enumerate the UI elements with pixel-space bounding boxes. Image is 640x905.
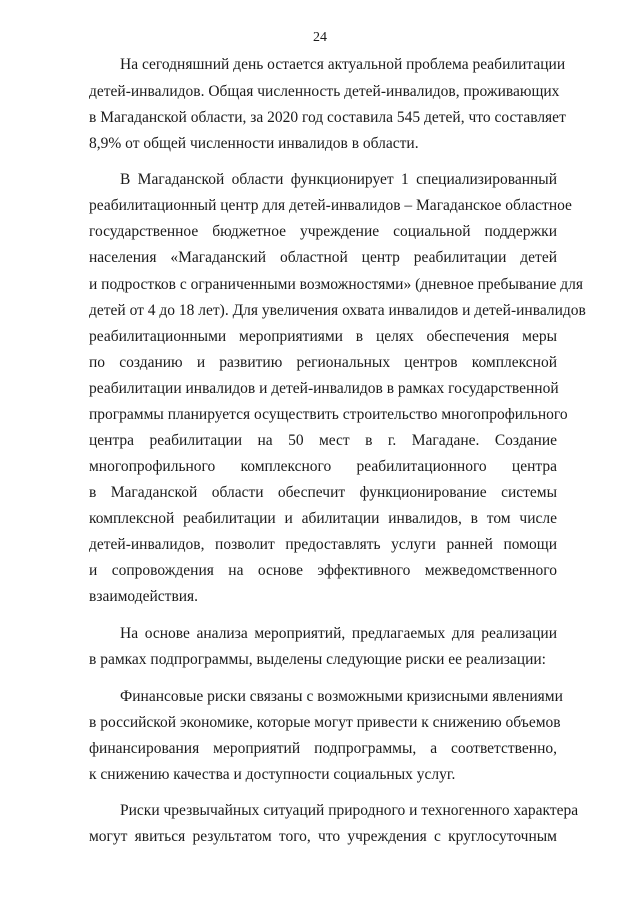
text-line: взаимодействия. xyxy=(89,588,199,605)
text-line: по созданию и развитию региональных центров комплексной xyxy=(89,354,557,371)
text-line: финансирования мероприятий подпрограммы, а соответственно, xyxy=(89,740,557,757)
text-line: и подростков с ограниченными возможностями» (дневное пребывание для xyxy=(89,276,583,293)
text-line: реабилитации инвалидов и детей-инвалидов в рамках государственной xyxy=(89,380,559,397)
text-line: могут явиться результатом того, что учреждения с круглосуточным xyxy=(89,828,557,845)
text-line: в Магаданской области обеспечит функционирование системы xyxy=(89,484,557,501)
text-line: детей-инвалидов. Общая численность детей-инвалидов, проживающих xyxy=(89,83,560,100)
text-line: центра реабилитации на 50 мест в г. Магадане. Создание xyxy=(89,432,557,449)
text-line: реабилитационный центр для детей-инвалидов – Магаданское областное xyxy=(89,197,572,214)
text-line: и сопровождения на основе эффективного межведомственного xyxy=(89,562,557,579)
text-line: На сегодняшний день остается актуальной проблема реабилитации xyxy=(120,56,566,73)
text-line: Риски чрезвычайных ситуаций природного и техногенного характера xyxy=(120,802,579,819)
text-line: в российской экономике, которые могут привести к снижению объемов xyxy=(89,714,561,731)
text-line: к снижению качества и доступности социальных услуг. xyxy=(89,766,456,783)
text-line: детей-инвалидов, позволит предоставлять услуги ранней помощи xyxy=(89,536,557,553)
text-line: программы планируется осуществить строительство многопрофильного xyxy=(89,406,568,423)
text-line: многопрофильного комплексного реабилитационного центра xyxy=(89,458,557,475)
text-line: населения «Магаданский областной центр реабилитации детей xyxy=(89,249,557,266)
text-line: в рамках подпрограммы, выделены следующие риски ее реализации: xyxy=(89,651,546,668)
text-line: Финансовые риски связаны с возможными кризисными явлениями xyxy=(120,688,563,705)
text-line: 8,9% от общей численности инвалидов в области. xyxy=(89,135,419,152)
text-line: реабилитационными мероприятиями в целях обеспечения меры xyxy=(89,328,557,345)
text-line: в Магаданской области, за 2020 год составила 545 детей, что составляет xyxy=(89,109,566,126)
text-line: детей от 4 до 18 лет). Для увеличения охвата инвалидов и детей-инвалидов xyxy=(89,302,586,319)
text-line: государственное бюджетное учреждение социальной поддержки xyxy=(89,223,557,240)
page-number: 24 xyxy=(313,30,327,45)
text-line: комплексной реабилитации и абилитации инвалидов, в том числе xyxy=(89,510,557,527)
text-line: На основе анализа мероприятий, предлагаемых для реализации xyxy=(120,625,557,642)
text-line: В Магаданской области функционирует 1 специализированный xyxy=(120,171,557,188)
